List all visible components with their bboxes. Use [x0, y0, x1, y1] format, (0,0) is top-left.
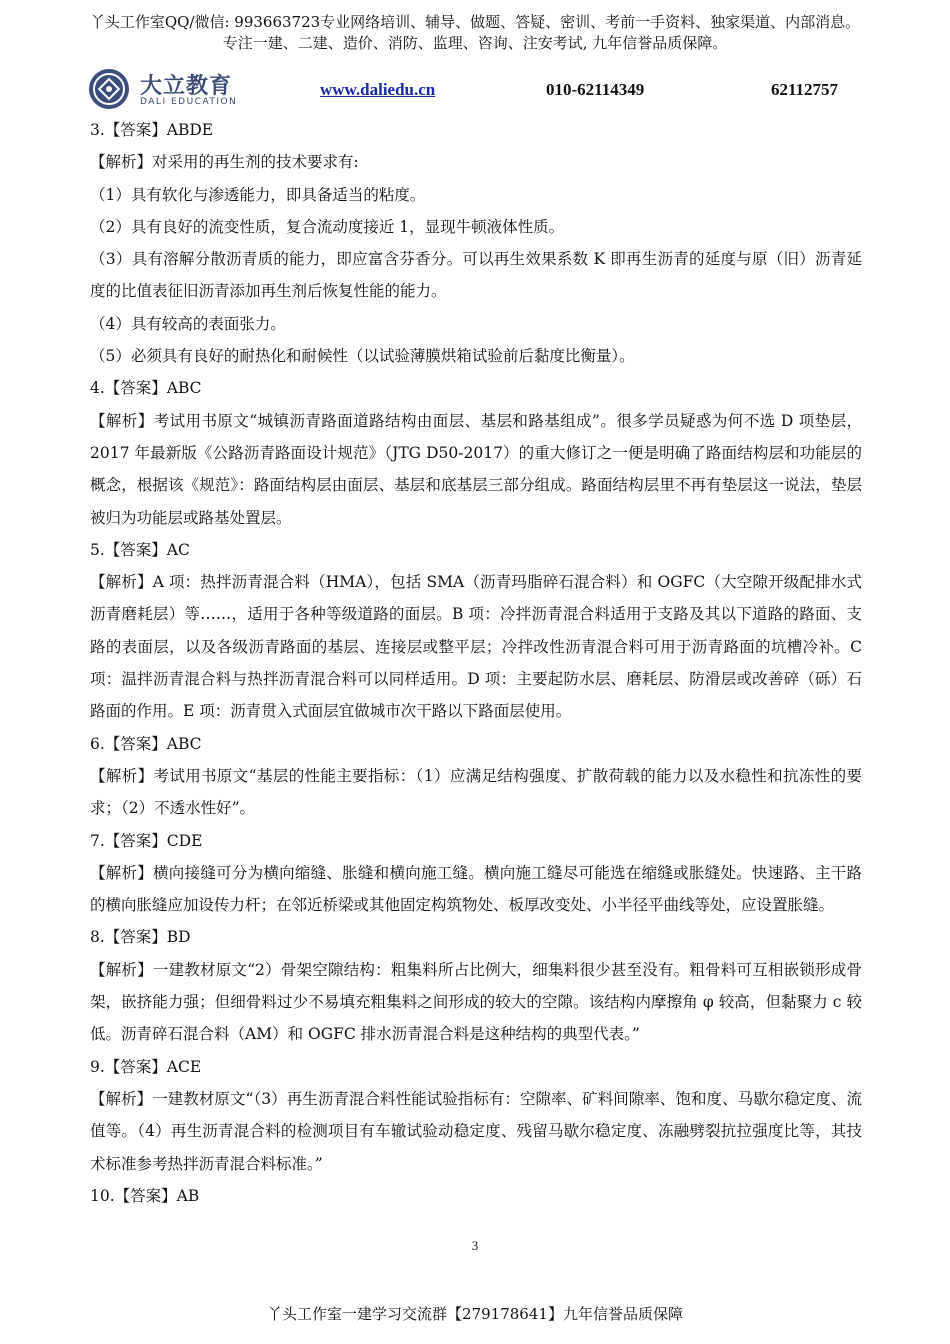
answer-heading: 7.【答案】CDE [90, 831, 203, 850]
answer-content [90, 114, 862, 1212]
explanation-paragraph: 【解析】考试用书原文“基层的性能主要指标：（1）应满足结构强度、扩散荷载的能力以及水稳性和抗冻性的要求；（2）不透水性好”。 [90, 766, 862, 818]
explanation-paragraph: 【解析】A 项：热拌沥青混合料（HMA），包括 SMA（沥青玛脂碎石混合料）和 OGFC（大空隙开级配排水式沥青磨耗层）等……，适用于各种等级道路的面层。B 项：冷拌沥青混合料适用于支路及其以下道路的路面、支路的表面层，以及各级沥青路面的基层、连接层或整平层；冷拌改性沥青混合料可用于沥青路面的坑槽冷补。C 项：温拌沥青混合料与热拌沥青混合料可以同样适用。D 项：主要起防水层、磨耗层、防滑层或改善碎（砾）石路面的作用。E 项：沥青贯入式面层宜做城市次干路以下路面层使用。 [90, 573, 862, 721]
answer-heading: 9.【答案】ACE [90, 1057, 202, 1076]
website-link[interactable]: www.daliedu.cn [320, 80, 436, 99]
explanation-paragraph: （3）具有溶解分散沥青质的能力，即应富含芬香分。可以再生效果系数 K 即再生沥青的延度与原（旧）沥青延度的比值表征旧沥青添加再生剂后恢复性能的能力。 [90, 250, 862, 301]
answer-heading: 10.【答案】AB [90, 1186, 200, 1205]
answer-heading: 8.【答案】BD [90, 928, 191, 947]
explanation-paragraph: （2）具有良好的流变性质，复合流动度接近 1，显现牛顿液体性质。 [90, 217, 565, 236]
top-banner-line2: 专注一建、二建、造价、消防、监理、咨询、注安考试, 九年信誉品质保障。 [222, 34, 728, 52]
explanation-paragraph: 【解析】考试用书原文“城镇沥青路面道路结构由面层、基层和路基组成”。很多学员疑惑为何不选 D 项垫层，2017 年最新版《公路沥青路面设计规范》（JTG D50-2017）的重大修订之一便是明确了路面结构层和功能层的概念，根据该《规范》：路面结构层由面层、基层和底基层三部分组成。路面结构层里不再有垫层这一说法，垫层被归为功能层或路基处置层。 [90, 411, 862, 527]
explanation-paragraph: （1）具有软化与渗透能力，即具备适当的粘度。 [90, 185, 426, 204]
explanation-paragraph: 【解析】一建教材原文“（3）再生沥青混合料性能试验指标有：空隙率、矿料间隙率、饱和度、马歇尔稳定度、流值等。（4）再生沥青混合料的检测项目有车辙试验动稳定度、残留马歇尔稳定度、冻融劈裂抗拉强度比等，其技术标准参考热拌沥青混合料标准。” [90, 1089, 862, 1173]
logo-text: 大立教育 [140, 74, 233, 99]
document-header [88, 64, 878, 114]
logo-badge-icon [88, 68, 130, 110]
phone-number-2: 62112757 [771, 80, 839, 99]
explanation-paragraph: 【解析】一建教材原文“2）骨架空隙结构：粗集料所占比例大，细集料很少甚至没有。粗骨料可互相嵌锁形成骨架，嵌挤能力强；但细骨料过少不易填充粗集料之间形成的较大的空隙。该结构内摩擦角 φ 较高，但黏聚力 c 较低。沥青碎石混合料（AM）和 OGFC 排水沥青混合料是这种结构的典型代表。” [90, 960, 862, 1044]
phone-number-1: 010-62114349 [546, 80, 645, 99]
answer-heading: 6.【答案】ABC [90, 734, 202, 753]
top-banner-line1: 丫头工作室QQ/微信: 993663723专业网络培训、辅导、做题、答疑、密训、考前一手资料、独家渠道、内部消息。 [89, 13, 861, 31]
page-number: 3 [471, 1238, 479, 1253]
explanation-paragraph: （5）必须具有良好的耐热化和耐候性（以试验薄膜烘箱试验前后黏度比衡量）。 [90, 347, 635, 366]
answer-heading: 4.【答案】ABC [90, 379, 202, 398]
explanation-paragraph: 【解析】对采用的再生剂的技术要求有: [90, 153, 359, 172]
answer-heading: 5.【答案】AC [90, 540, 190, 559]
explanation-paragraph: 【解析】横向接缝可分为横向缩缝、胀缝和横向施工缝。横向施工缝尽可能选在缩缝或胀缝处。快速路、主干路的横向胀缝应加设传力杆；在邻近桥梁或其他固定构筑物处、板厚改变处、小半径平曲线等处，应设置胀缝。 [90, 863, 862, 915]
logo-subtext: DALI EDUCATION [140, 97, 238, 107]
answer-heading: 3.【答案】ABDE [90, 121, 214, 139]
logo [88, 68, 238, 112]
footer-note: 丫头工作室一建学习交流群【279178641】九年信誉品质保障 [267, 1305, 683, 1323]
explanation-paragraph: （4）具有较高的表面张力。 [90, 314, 286, 333]
